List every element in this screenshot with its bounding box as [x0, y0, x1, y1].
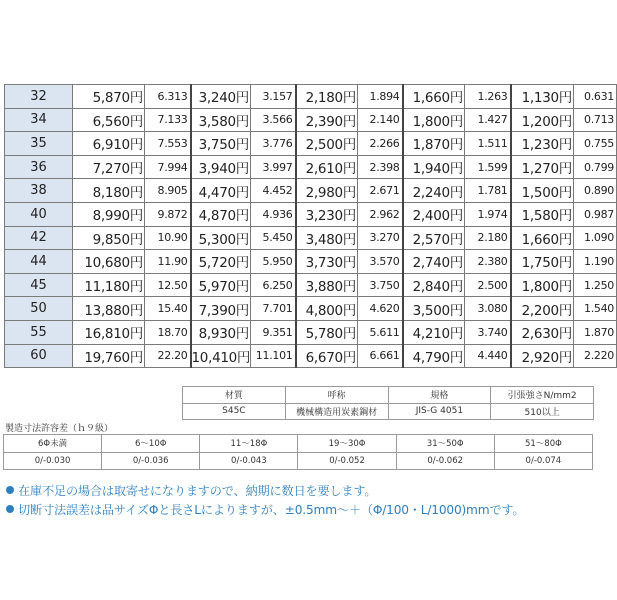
price-cell: 13,880円: [73, 297, 145, 321]
weight-cell: 3.750: [358, 273, 403, 297]
table-row: [5, 85, 617, 109]
price-cell: 2,570円: [403, 226, 465, 250]
weight-cell: 3.997: [251, 155, 296, 179]
price-cell: 8,990円: [73, 202, 145, 226]
price-cell: 4,870円: [191, 202, 251, 226]
price-cell: 1,800円: [403, 108, 465, 132]
table-row: [5, 179, 617, 203]
price-cell: 1,660円: [511, 226, 574, 250]
weight-cell: 3.270: [358, 226, 403, 250]
note-text: 切断寸法誤差は品サイズΦと長さLによりますが、±0.5mm〜＋（Φ/100・L/1000)mmです。: [18, 503, 525, 517]
weight-cell: 2.500: [465, 273, 511, 297]
weight-cell: 5.611: [358, 320, 403, 344]
weight-cell: 1.250: [574, 273, 617, 297]
weight-cell: 1.599: [465, 155, 511, 179]
price-cell: 10,410円: [191, 344, 251, 368]
price-cell: 3,880円: [296, 273, 358, 297]
material-header-cell: 材質: [183, 387, 286, 404]
price-cell: 2,740円: [403, 250, 465, 274]
weight-cell: 1.427: [465, 108, 511, 132]
weight-cell: 9.351: [251, 320, 296, 344]
weight-cell: 1.263: [465, 85, 511, 109]
price-cell: 5,300円: [191, 226, 251, 250]
diameter-cell: 44: [5, 250, 73, 274]
weight-cell: 0.755: [574, 132, 617, 156]
weight-cell: 0.799: [574, 155, 617, 179]
price-cell: 1,500円: [511, 179, 574, 203]
price-cell: 1,230円: [511, 132, 574, 156]
price-cell: 1,660円: [403, 85, 465, 109]
table-row: [5, 202, 617, 226]
weight-cell: 6.313: [145, 85, 191, 109]
material-header-row: [183, 387, 594, 404]
diameter-cell: 60: [5, 344, 73, 368]
weight-cell: 1.781: [465, 179, 511, 203]
table-row: [5, 226, 617, 250]
tolerance-value-cell: 0/-0.043: [200, 452, 298, 470]
material-table: [182, 386, 594, 420]
weight-cell: 2.180: [465, 226, 511, 250]
price-cell: 4,210円: [403, 320, 465, 344]
weight-cell: 0.713: [574, 108, 617, 132]
price-cell: 8,930円: [191, 320, 251, 344]
price-cell: 6,910円: [73, 132, 145, 156]
material-header-cell: 呼称: [285, 387, 388, 404]
material-value-row: [183, 403, 594, 420]
material-header-cell: 規格: [388, 387, 491, 404]
price-cell: 11,180円: [73, 273, 145, 297]
weight-cell: 9.872: [145, 202, 191, 226]
tolerance-header-cell: 31〜50Φ: [396, 435, 494, 453]
price-cell: 4,800円: [296, 297, 358, 321]
weight-cell: 7.553: [145, 132, 191, 156]
weight-cell: 11.90: [145, 250, 191, 274]
weight-cell: 4.936: [251, 202, 296, 226]
price-cell: 3,730円: [296, 250, 358, 274]
price-cell: 1,200円: [511, 108, 574, 132]
tolerance-header-cell: 6Φ未満: [4, 435, 102, 453]
weight-cell: 8.905: [145, 179, 191, 203]
table-row: [5, 108, 617, 132]
material-header-cell: 引張強さN/mm2: [491, 387, 594, 404]
tolerance-header-cell: 19〜30Φ: [298, 435, 396, 453]
weight-cell: 5.950: [251, 250, 296, 274]
diameter-cell: 35: [5, 132, 73, 156]
weight-cell: 4.440: [465, 344, 511, 368]
material-value-cell: 機械構造用炭素鋼材: [285, 403, 388, 420]
table-row: [5, 344, 617, 368]
tolerance-value-cell: 0/-0.030: [4, 452, 102, 470]
material-value-cell: S45C: [183, 403, 286, 420]
weight-cell: 0.890: [574, 179, 617, 203]
tolerance-value-cell: 0/-0.074: [494, 452, 592, 470]
weight-cell: 3.080: [465, 297, 511, 321]
price-cell: 1,800円: [511, 273, 574, 297]
tolerance-value-cell: 0/-0.062: [396, 452, 494, 470]
weight-cell: 3.157: [251, 85, 296, 109]
material-value-cell: JIS-G 4051: [388, 403, 491, 420]
price-cell: 2,390円: [296, 108, 358, 132]
tolerance-header-cell: 6〜10Φ: [102, 435, 200, 453]
price-cell: 5,720円: [191, 250, 251, 274]
price-cell: 1,130円: [511, 85, 574, 109]
price-cell: 9,850円: [73, 226, 145, 250]
tolerance-table: [3, 434, 593, 470]
diameter-cell: 38: [5, 179, 73, 203]
weight-cell: 0.631: [574, 85, 617, 109]
price-cell: 2,180円: [296, 85, 358, 109]
weight-cell: 2.671: [358, 179, 403, 203]
price-cell: 16,810円: [73, 320, 145, 344]
table-row: [5, 320, 617, 344]
weight-cell: 10.90: [145, 226, 191, 250]
weight-cell: 6.250: [251, 273, 296, 297]
price-cell: 5,870円: [73, 85, 145, 109]
weight-cell: 0.987: [574, 202, 617, 226]
table-row: [5, 250, 617, 274]
price-cell: 19,760円: [73, 344, 145, 368]
price-cell: 1,750円: [511, 250, 574, 274]
price-cell: 3,750円: [191, 132, 251, 156]
weight-cell: 15.40: [145, 297, 191, 321]
diameter-cell: 32: [5, 85, 73, 109]
price-cell: 7,270円: [73, 155, 145, 179]
weight-cell: 4.620: [358, 297, 403, 321]
table-row: [5, 132, 617, 156]
diameter-cell: 50: [5, 297, 73, 321]
bullet-dot-icon: [6, 505, 14, 513]
price-cell: 1,870円: [403, 132, 465, 156]
weight-cell: 22.20: [145, 344, 191, 368]
price-cell: 3,480円: [296, 226, 358, 250]
price-cell: 10,680円: [73, 250, 145, 274]
price-cell: 7,390円: [191, 297, 251, 321]
price-cell: 1,580円: [511, 202, 574, 226]
weight-cell: 2.962: [358, 202, 403, 226]
table-row: [5, 273, 617, 297]
weight-cell: 3.740: [465, 320, 511, 344]
weight-cell: 3.566: [251, 108, 296, 132]
tolerance-title: 製造寸法許容差（ｈ９級）: [5, 424, 114, 434]
price-cell: 5,970円: [191, 273, 251, 297]
weight-cell: 1.511: [465, 132, 511, 156]
note-item: [6, 482, 524, 501]
weight-cell: 2.398: [358, 155, 403, 179]
weight-cell: 18.70: [145, 320, 191, 344]
price-cell: 2,840円: [403, 273, 465, 297]
weight-cell: 1.894: [358, 85, 403, 109]
price-cell: 3,580円: [191, 108, 251, 132]
price-cell: 6,560円: [73, 108, 145, 132]
price-cell: 1,940円: [403, 155, 465, 179]
note-text: 在庫不足の場合は取寄せになりますので、納期に数日を要します。: [18, 484, 377, 498]
price-cell: 2,240円: [403, 179, 465, 203]
price-cell: 8,180円: [73, 179, 145, 203]
diameter-cell: 45: [5, 273, 73, 297]
price-cell: 2,610円: [296, 155, 358, 179]
price-cell: 1,270円: [511, 155, 574, 179]
price-cell: 6,670円: [296, 344, 358, 368]
weight-cell: 7.133: [145, 108, 191, 132]
price-cell: 4,470円: [191, 179, 251, 203]
diameter-cell: 42: [5, 226, 73, 250]
price-table: [4, 84, 617, 368]
table-row: [5, 297, 617, 321]
price-cell: 3,240円: [191, 85, 251, 109]
price-cell: 3,940円: [191, 155, 251, 179]
weight-cell: 1.540: [574, 297, 617, 321]
price-cell: 2,920円: [511, 344, 574, 368]
price-cell: 2,500円: [296, 132, 358, 156]
weight-cell: 4.452: [251, 179, 296, 203]
bullet-dot-icon: [6, 486, 14, 494]
tolerance-value-cell: 0/-0.036: [102, 452, 200, 470]
weight-cell: 2.266: [358, 132, 403, 156]
price-cell: 5,780円: [296, 320, 358, 344]
tolerance-value-cell: 0/-0.052: [298, 452, 396, 470]
note-item: [6, 501, 524, 520]
price-cell: 2,200円: [511, 297, 574, 321]
notes-list: [6, 482, 524, 520]
weight-cell: 2.220: [574, 344, 617, 368]
tolerance-header-cell: 51〜80Φ: [494, 435, 592, 453]
weight-cell: 2.380: [465, 250, 511, 274]
weight-cell: 3.776: [251, 132, 296, 156]
price-cell: 2,630円: [511, 320, 574, 344]
weight-cell: 6.661: [358, 344, 403, 368]
table-row: [5, 155, 617, 179]
tolerance-header-row: [4, 435, 593, 453]
weight-cell: 7.994: [145, 155, 191, 179]
weight-cell: 7.701: [251, 297, 296, 321]
diameter-cell: 34: [5, 108, 73, 132]
tolerance-value-row: [4, 452, 593, 470]
weight-cell: 1.190: [574, 250, 617, 274]
weight-cell: 5.450: [251, 226, 296, 250]
price-cell: 2,400円: [403, 202, 465, 226]
material-value-cell: 510以上: [491, 403, 594, 420]
price-cell: 3,230円: [296, 202, 358, 226]
price-cell: 3,500円: [403, 297, 465, 321]
weight-cell: 12.50: [145, 273, 191, 297]
price-cell: 2,980円: [296, 179, 358, 203]
diameter-cell: 55: [5, 320, 73, 344]
weight-cell: 3.570: [358, 250, 403, 274]
weight-cell: 11.101: [251, 344, 296, 368]
weight-cell: 1.870: [574, 320, 617, 344]
weight-cell: 1.974: [465, 202, 511, 226]
weight-cell: 2.140: [358, 108, 403, 132]
weight-cell: 1.090: [574, 226, 617, 250]
price-cell: 4,790円: [403, 344, 465, 368]
diameter-cell: 40: [5, 202, 73, 226]
tolerance-header-cell: 11〜18Φ: [200, 435, 298, 453]
diameter-cell: 36: [5, 155, 73, 179]
